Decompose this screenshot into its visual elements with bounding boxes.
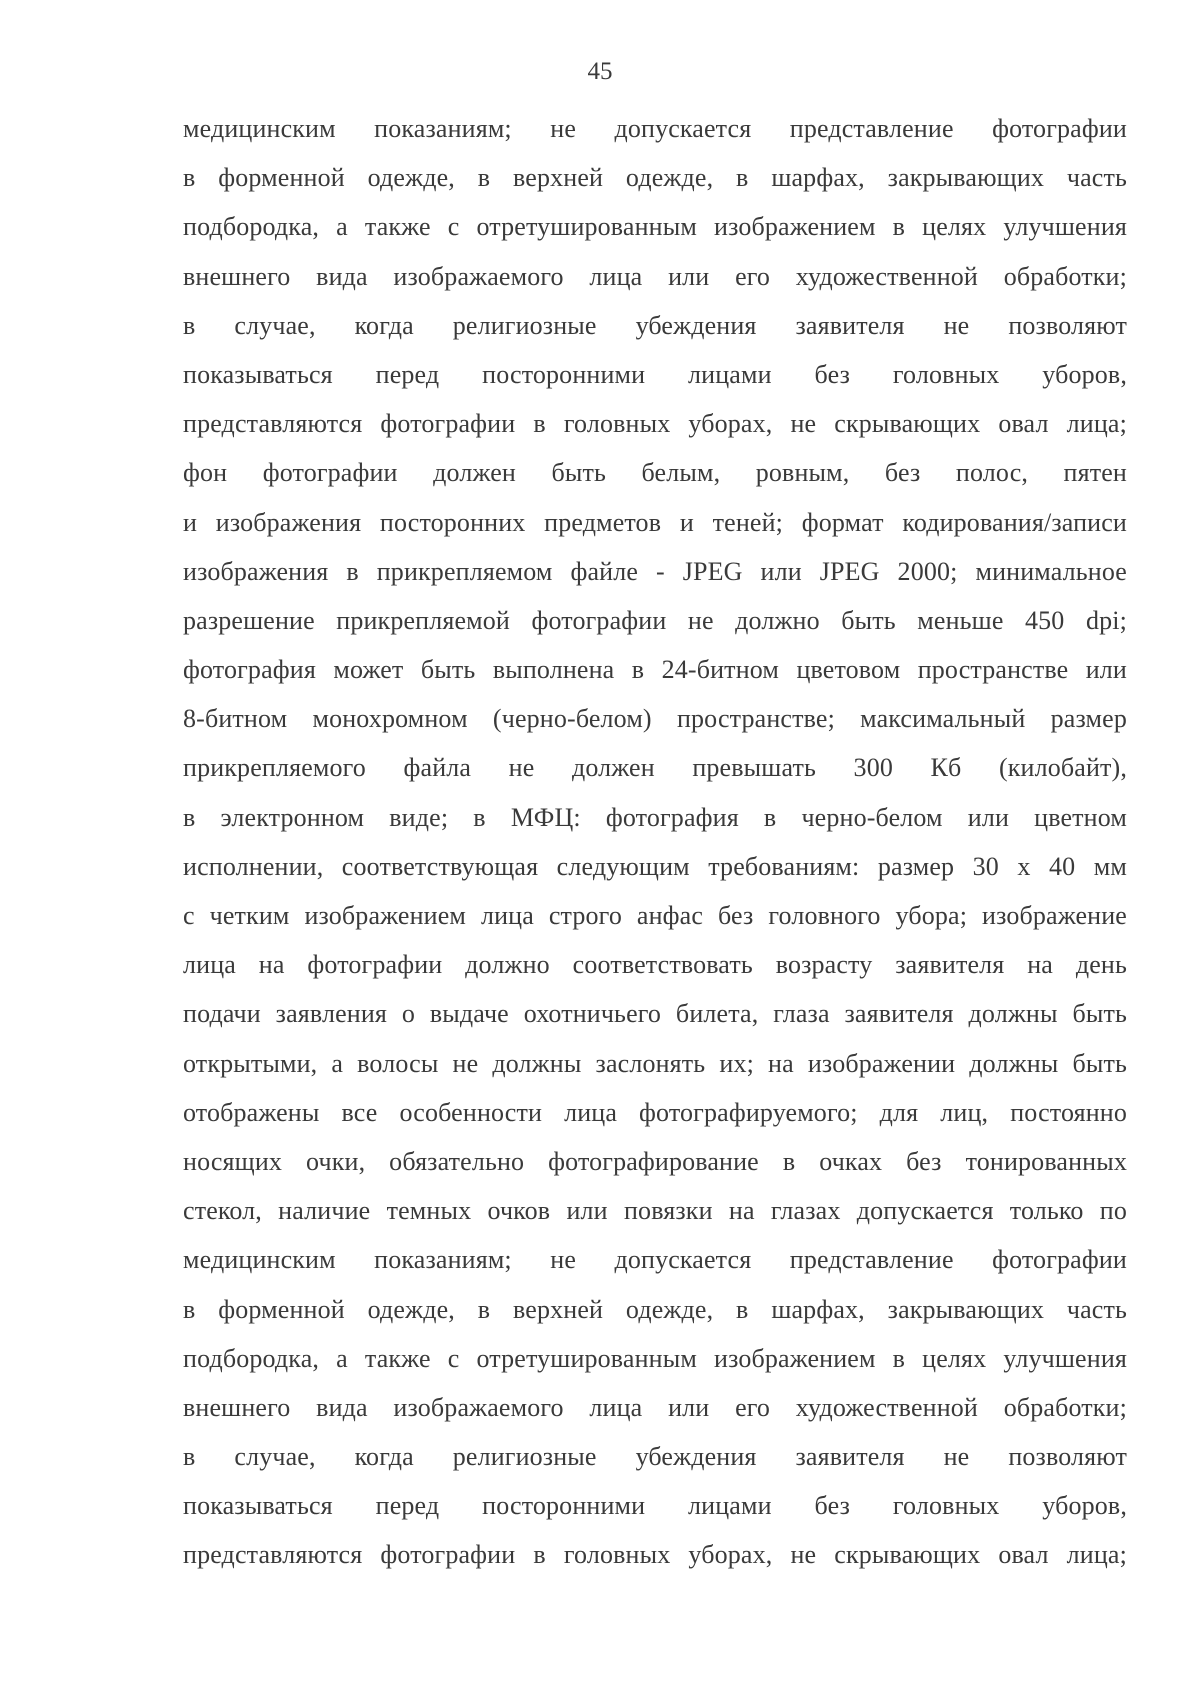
text-line: показываться перед посторонними лицами без головных уборов, bbox=[183, 359, 1127, 389]
text-line: в электронном виде; в МФЦ: фотография в черно-белом или цветном bbox=[183, 802, 1127, 832]
text-line: носящих очки, обязательно фотографирование в очках без тонированных bbox=[183, 1146, 1127, 1176]
text-line: прикрепляемого файла не должен превышать 300 Кб (килобайт), bbox=[183, 753, 1127, 783]
text-line: в форменной одежде, в верхней одежде, в шарфах, закрывающих часть bbox=[183, 163, 1127, 193]
text-line: лица на фотографии должно соответствовать возрасту заявителя на день bbox=[183, 950, 1127, 980]
text-line: изображения в прикрепляемом файле - JPEG или JPEG 2000; минимальное bbox=[183, 556, 1127, 586]
text-line: подбородка, а также с отретушированным изображением в целях улучшения bbox=[183, 212, 1127, 242]
text-line: подачи заявления о выдаче охотничьего билета, глаза заявителя должны быть bbox=[183, 999, 1127, 1029]
text-line: фон фотографии должен быть белым, ровным, без полос, пятен bbox=[183, 458, 1127, 488]
text-line: в случае, когда религиозные убеждения заявителя не позволяют bbox=[183, 1442, 1127, 1472]
text-line: подбородка, а также с отретушированным изображением в целях улучшения bbox=[183, 1343, 1127, 1373]
text-line: внешнего вида изображаемого лица или его художественной обработки; bbox=[183, 261, 1127, 291]
body-text bbox=[183, 104, 1127, 1580]
text-line: в форменной одежде, в верхней одежде, в шарфах, закрывающих часть bbox=[183, 1294, 1127, 1324]
text-line: стекол, наличие темных очков или повязки на глазах допускается только по bbox=[183, 1196, 1127, 1226]
text-line: представляются фотографии в головных уборах, не скрывающих овал лица; bbox=[183, 409, 1127, 439]
text-line: разрешение прикрепляемой фотографии не должно быть меньше 450 dpi; bbox=[183, 605, 1127, 635]
text-line: 8-битном монохромном (черно-белом) пространстве; максимальный размер bbox=[183, 704, 1127, 734]
text-line: отображены все особенности лица фотографируемого; для лиц, постоянно bbox=[183, 1097, 1127, 1127]
text-line: с четким изображением лица строго анфас без головного убора; изображение bbox=[183, 901, 1127, 930]
text-line: представляются фотографии в головных уборах, не скрывающих овал лица; bbox=[183, 1540, 1127, 1570]
text-line: исполнении, соответствующая следующим требованиям: размер 30 х 40 мм bbox=[183, 851, 1127, 881]
text-line: фотография может быть выполнена в 24-битном цветовом пространстве или bbox=[183, 655, 1127, 685]
text-line: показываться перед посторонними лицами без головных уборов, bbox=[183, 1491, 1127, 1521]
text-line: внешнего вида изображаемого лица или его художественной обработки; bbox=[183, 1392, 1127, 1422]
text-line: в случае, когда религиозные убеждения заявителя не позволяют bbox=[183, 310, 1127, 340]
text-line: медицинским показаниям; не допускается представление фотографии bbox=[183, 114, 1127, 143]
text-line: медицинским показаниям; не допускается представление фотографии bbox=[183, 1245, 1127, 1275]
page-number: 45 bbox=[587, 58, 613, 85]
text-line: открытыми, а волосы не должны заслонять их; на изображении должны быть bbox=[183, 1048, 1127, 1078]
text-line: и изображения посторонних предметов и теней; формат кодирования/записи bbox=[183, 507, 1127, 537]
